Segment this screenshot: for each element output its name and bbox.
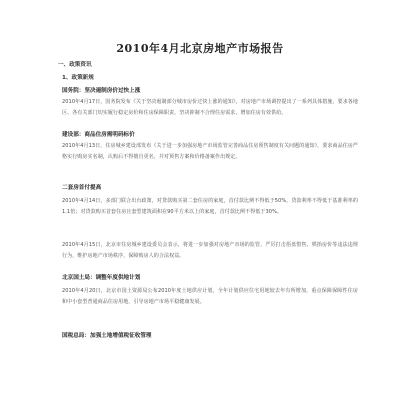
document-title: 2010年4月北京房地产市场报告: [116, 42, 284, 55]
block-heading-1: 国务院：坚决遏制房价过快上涨: [62, 88, 141, 94]
block-paragraph-1: 2010年4月17日，国务院发布《关于坚决遏制部分城市房价过快上涨的通知》，对房地产市场调控提出了一系列具体措施，要求各地区、各有关部门切实履行稳定房价和住房保障职责，坚决抑制不合理住房需求，增加住房有效供给。: [62, 99, 358, 116]
block-paragraph-4: 2010年4月15日，北京市住房城乡建设委员会表示，将进一步加强对房地产市场的监管，严厉打击捂盘惜售、哄抬房价等违法违规行为，维护房地产市场秩序，保障购房人的合法权益。: [62, 242, 358, 259]
block-paragraph-2: 2010年4月13日，住房城乡建设部发布《关于进一步加强房地产市场监管完善商品住房预售制度有关问题的通知》，要求商品住房严格实行购房实名制，认购后不得擅自更名，并对预售方案和价格备案作出规定。: [62, 143, 358, 160]
section-subheading-new-rules: 1、政策新规: [62, 75, 94, 81]
block-heading-6: 国税总局：加强土地增值税征收管理: [62, 333, 152, 339]
block-heading-3: 二套房首付提高: [62, 185, 102, 191]
block-heading-5: 北京国土局：调整年度供地计划: [62, 275, 141, 281]
block-paragraph-3: 2010年4月14日，多部门联合出台政策，对贷款购买第二套住房的家庭，首付款比例不得低于50%，贷款利率不得低于基准利率的1.1倍；对贷款购买首套住房且套型建筑面积在90平方米以上的家庭，首付款比例不得低于30%。: [62, 198, 358, 215]
section-heading-policy: 一、政策资讯: [58, 62, 92, 68]
block-paragraph-5: 2010年4月20日，北京市国土资源局公布2010年度土地供应计划，全年计划供应住宅用地较去年有所增加，重点保障保障性住房和中小套型普通商品住房用地，引导房地产市场平稳健康发展。: [62, 288, 358, 305]
block-heading-2: 建设部：商品住房需明码标价: [62, 132, 135, 138]
